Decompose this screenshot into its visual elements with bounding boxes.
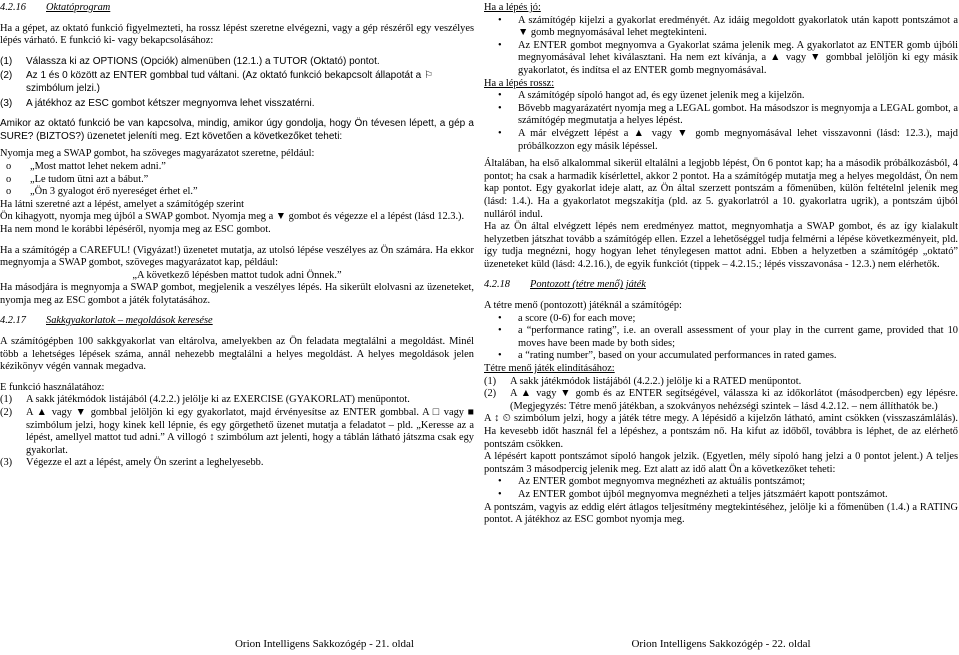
swap-line: Nyomja meg a SWAP gombot, ha szöveges magyarázatot szeretne, például: [0,148,315,160]
timer-text: A ↕ ⏲ szimbólum jelzi, hogy a játék tétre megy. A lépésidő a kijelzőn látható, amint csökken (visszaszámlálás). Ha kevesebb időt használ fel a lépéshez, a pontszám nő. Ha kifut az időből, továbbra is léphet, de az elérhető pontszám csökken. [484,413,958,450]
rating-note: Ha az Ön által elvégzett lépés nem eredményez mattot, megnyomhatja a SWAP gombot, és az így kialakult helyzetben játszhat tovább a számítógép ellen. Ezzel a lehetőséggel tudja felmérni a lépése következményeit, pld. így tudja megnézni, hogy hogyan lehet ténylegesen mattot adni. Ebben a helyzetben a számítógép „oktató” üzeneteket küld (lásd: 4.2.16.), de egyik funkciót (tippek – 4.2.15.; lépés visszavonása - 12.3.) nem elérhetők. [484,221,958,270]
general-text: Általában, ha első alkalommal sikerül eltalálni a legjobb lépést, Ön 6 pontot kap; ha a második próbálkozásból, 4 pontot; ha csak a harmadik kísérlettel, akkor 2 pontot. Ha a számítógép mutatja meg a helyes megoldást, Ön nem kap pontot. Egy gyakorlat ideje alatt, az Ön által szerzett pontszám a főmenüben, külön feltételnl jelenik meg (lásd: 1.4.). Ha a gyakorlatot megszakítja (pld. az 5. gyakorlatról a 10. gyakorlatra ugrik), a pontszám újból nulláról indul. [484,158,958,220]
list-item: o „Le tudom ütni azt a bábut.” [6,173,149,185]
list-item: • Bővebb magyarázatért nyomja meg a LEGAL gombot. Ha másodszor is megnyomja a LEGAL gombot, a számítógép megmutatja a helyes lépést. [498,102,958,127]
careful-text: Ha a számítógép a CAREFUL! (Vigyázat!) üzenetet mutatja, az utolsó lépése veszélyes az Ön számára. Ha ekkor megnyomja a SWAP gombot, szöveges magyarázatot kap, például: [0,244,474,269]
list-item: • a “rating number”, based on your accumulated performances in rated games. [498,350,837,362]
list-item: • A már elvégzett lépést a ▲ vagy ▼ gomb megnyomásával lehet visszavonni (lásd: 12.3.), majd próbálkozzon egy másik lépéssel. [498,127,958,152]
see-move-2: Ön kihagyott, nyomja meg újból a SWAP gombot. Nyomja meg a ▼ gombot és végezze el a lépést (lásd 12.3.). [0,211,465,223]
section-heading-puzzles: 4.2.17 Sakkgyakorlatok – megoldások keresése [0,315,213,327]
tutor-intro: Ha a gépet, az oktató funkció figyelmezteti, ha rossz lépést szeretne elvégezni, vagy a gép részéről egy veszélyes lépés várható. E funkció ki- vagy bekapcsolásához: [0,22,474,47]
list-item: • A számítógép sípoló hangot ad, és egy üzenet jelenik meg a kijelzőn. [498,90,805,102]
page-footer: Orion Intelligens Sakkozógép - 21. oldal [234,638,414,651]
list-item: • Az ENTER gombot újból megnyomva megnézheti a teljes játszmáért kapott pontszámot. [498,488,888,500]
list-item: • a score (0-6) for each move; [498,312,636,324]
final-text: A pontszám, vagyis az eddig elért átlagos teljesítmény megtekintéséhez, jelölje ki a főmenüben (1.4.) a RATING pontot. A játékhoz az ESC gombot nyomja meg. [484,501,958,526]
list-item: (2) Az 1 és 0 között az ENTER gombbal tud váltani. (Az oktató funkció bekapcsolt állapotát a ⚐ szimbólum jelzi.) [0,70,433,94]
list-item: o „Most mattot lehet nekem adni.” [6,160,166,172]
list-item: • a “performance rating”, i.e. an overall assessment of your play in the current game, provided that 10 moves have been made by both sides; [498,325,958,349]
page-right [484,2,958,653]
list-item: • A számítógép kijelzi a gyakorlat eredményét. Az idáig megoldott gyakorlatok után kapott pontszámot a ▼ gomb megnyomásával lehet megtekinteni. [498,14,958,39]
usage-title: E funkció használatához: [0,381,105,393]
careful-example: „A következő lépésben mattot tudok adni Önnek.” [132,269,342,281]
list-item: (1) A sakk játékmódok listájából (4.2.2.) jelölje ki az EXERCISE (GYAKORLAT) menüpontot. [0,394,410,406]
list-item: (3) A játékhoz az ESC gombot kétszer megnyomva lehet visszatérni. [0,97,315,109]
second-press: Ha másodjára is megnyomja a SWAP gombot, megjelenik a veszélyes lépés. Ha sikerült elolvasni az üzeneteket, nyomja meg az ESC gombot a játék folytatásához. [0,282,474,306]
tutor-on-text: Amikor az oktató funkció be van kapcsolva, mindig, amikor úgy gondolja, hogy Ön tévesen lépett, a gép a SURE? (BIZTOS?) üzenetet jeleníti meg. Ezt követően a következőket teheti: [0,118,474,142]
see-move-1: Ha látni szeretné azt a lépést, amelyet a számítógép szerint [0,198,245,210]
list-item: (1) A sakk játékmódok listájából (4.2.2.) jelölje ki a RATED menüpontot. [484,375,802,387]
section-heading-rated: 4.2.18 Pontozott (tétre menő) játék [484,279,646,291]
good-title: Ha a lépés jó: [484,2,541,13]
list-item: • Az ENTER gombot megnyomva megnézheti az aktuális pontszámot; [498,476,806,488]
timer-text-2: A lépésért kapott pontszámot sípoló hangok jelzik. (Egyetlen, mély sípoló hang jelzi a 0 pontot jelent.) A teljes pontszám 3 másodpercig jelenik meg. Ezt alatt az idő alatt Ön a következőket teheti: [484,451,958,475]
list-item: o „Ön 3 gyalogot érő nyereséget érhet el.” [6,186,198,198]
puzzles-intro: A számítógépben 100 sakkgyakorlat van eltárolva, amelyekben az Ön feladata megtalálni a megoldást. Minél több a lehetséges lépések száma, annál nehezebb megtalálni a helyes megoldást. A helyes megoldások jelen kézikönyv végén vannak megadva. [0,336,474,373]
start-title: Tétre menő játék elindításához: [484,363,615,375]
page-footer: Orion Intelligens Sakkozógép - 22. oldal [631,638,811,651]
page-left [0,2,474,653]
list-item: (2) A ▲ vagy ▼ gombbal jelöljön ki egy gyakorlatot, majd érvényesítse az ENTER gombbal. A □ vagy ■ szimbólum jelzi, hogy kinek kell lépnie, és egy görgethető üzenet mutatja a feladatot – pld. „Keresse az a lépést, amellyel mattot tud adni.” A villogó ↕ szimbólum azt jelenti, hogy a táblán látható játszma csak egy gyakorlat. [0,407,474,456]
list-item: • Az ENTER gombot megnyomva a Gyakorlat száma jelenik meg. A gyakorlatot az ENTER gomb újbóli megnyomásával lehet kiválasztani. Ha nem ezt kívánja, a ▲ vagy ▼ gombbal jelöljön ki egy másik gyakorlatot, és indítsa el az ENTER gomb megnyomásával. [498,39,958,76]
list-item: (2) A ▲ vagy ▼ gomb és az ENTER segítségével, válassza ki az időkorlátot (másodpercben) egy lépésre. (Megjegyzés: Tétre menő játékban, a szokványos nehézségi szintek – lásd 4.2.12. – nem állíthatók be.) [484,388,958,412]
cancel-line: Ha nem mond le korábbi lépéséről, nyomja meg az ESC gombot. [0,223,271,235]
section-heading-tutor: 4.2.16 Oktatóprogram [0,2,111,13]
bad-title: Ha a lépés rossz: [484,77,555,89]
rated-intro: A tétre menő (pontozott) játéknál a számítógép: [484,300,682,312]
list-item: (1) Válassza ki az OPTIONS (Opciók) almenüben (12.1.) a TUTOR (Oktató) pontot. [0,55,380,67]
list-item: (3) Végezze el azt a lépést, amely Ön szerint a leghelyesebb. [0,457,264,469]
tutor-steps [0,56,474,110]
